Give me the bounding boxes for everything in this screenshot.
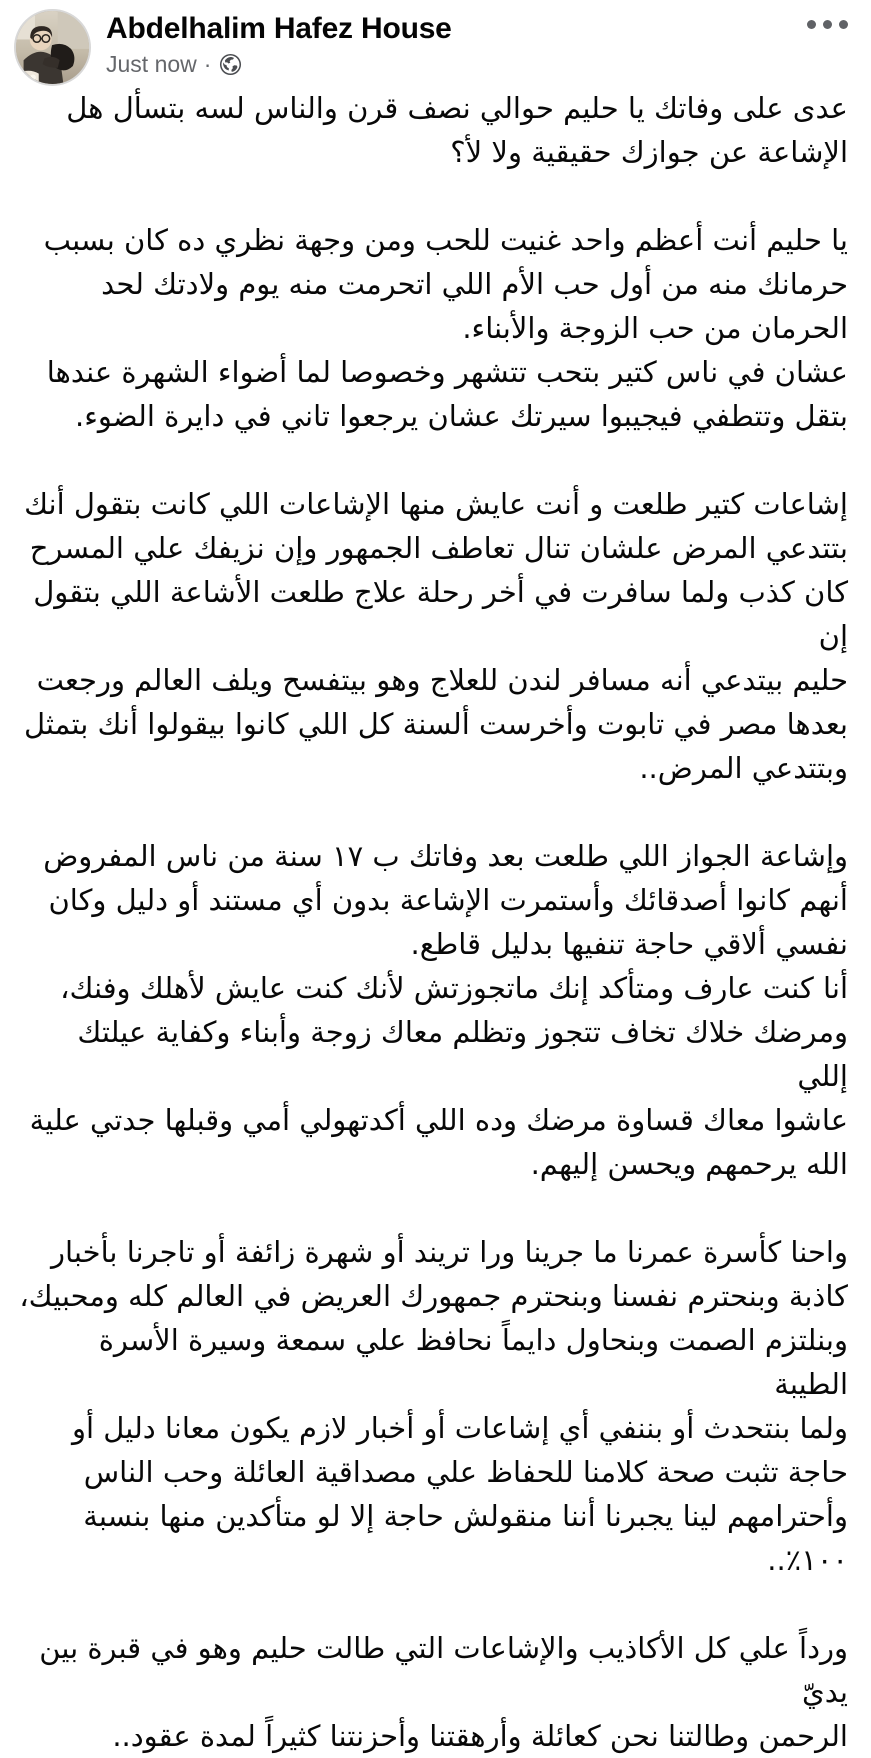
ellipsis-icon[interactable] xyxy=(801,14,854,35)
post-meta xyxy=(106,51,452,78)
post-line: عدى على وفاتك يا حليم حوالي نصف قرن والناس لسه بتسأل هل xyxy=(66,91,848,125)
ellipsis-dot xyxy=(807,20,816,29)
post-line: حاجة تثبت صحة كلامنا للحفاظ علي مصداقية العائلة وحب الناس xyxy=(83,1455,848,1489)
avatar-image xyxy=(16,11,89,84)
post-line: أنا كنت عارف ومتأكد إنك ماتجوزتش لأنك كنت عايش لأهلك وفنك، xyxy=(60,971,848,1005)
post-line: وبنلتزم الصمت وبنحاول دايماً نحافظ علي سمعة وسيرة الأسرة الطيبة xyxy=(98,1323,848,1401)
post-paragraph xyxy=(18,218,848,438)
post-line: ١٠٠٪.. xyxy=(767,1543,848,1577)
post-line: وإشاعة الجواز اللي طلعت بعد وفاتك ب ١٧ سنة من ناس المفروض xyxy=(43,839,848,873)
header-text xyxy=(106,9,452,78)
post-header xyxy=(0,0,871,86)
avatar[interactable] xyxy=(14,9,91,86)
post-line: نفسي ألاقي حاجة تنفيها بدليل قاطع. xyxy=(410,927,848,961)
post-line: بتتدعي المرض علشان تنال تعاطف الجمهور وإن نزيفك علي المسرح xyxy=(29,531,848,565)
post-paragraph xyxy=(18,1230,848,1582)
post-line: ولما بنتحدث أو بننفي أي إشاعات أو أخبار لازم يكون معانا دليل أو xyxy=(71,1411,848,1445)
post-paragraph xyxy=(18,834,848,1186)
post-line: الحرمان من حب الزوجة والأبناء. xyxy=(462,311,848,345)
post-line: حرمانك منه من أول حب الأم اللي اتحرمت منه يوم ولادتك لحد xyxy=(101,267,848,301)
post-paragraph xyxy=(18,1626,848,1758)
post-line: إشاعات كتير طلعت و أنت عايش منها الإشاعات اللي كانت بتقول أنك xyxy=(24,487,848,521)
post-line: واحنا كأسرة عمرنا ما جرينا ورا تريند أو شهرة زائفة أو تاجرنا بأخبار xyxy=(51,1235,848,1269)
post-line: حليم بيتدعي أنه مسافر لندن للعلاج وهو بيتفسح ويلف العالم ورجعت xyxy=(36,663,848,697)
post-line: كان كذب ولما سافرت في أخر رحلة علاج طلعت الأشاعة اللي بتقول إن xyxy=(33,575,848,653)
post-line: وبتتدعي المرض.. xyxy=(639,751,848,785)
post-line: الله يرحمهم ويحسن إليهم. xyxy=(530,1147,848,1181)
post-line: بتقل وتتطفي فيجيبوا سيرتك عشان يرجعوا تاني في دايرة الضوء. xyxy=(75,399,848,433)
post-line: بعدها مصر في تابوت وأخرست ألسنة كل اللي كانوا بيقولوا أنك بتمثل xyxy=(23,707,848,741)
ellipsis-dot xyxy=(823,20,832,29)
post-line: أنهم كانوا أصدقائك وأستمرت الإشاعة بدون أي مستند أو دليل وكان xyxy=(48,883,848,917)
post-paragraph xyxy=(18,482,848,790)
post-body xyxy=(0,86,871,1758)
page-title[interactable]: Abdelhalim Hafez House xyxy=(106,12,452,45)
post-line: ورداً علي كل الأكاذيب والإشاعات التي طالت حليم وهو في قبرة بين يديّ xyxy=(39,1631,848,1709)
post-line: كاذبة وبنحترم نفسنا وبنحترم جمهورك العريض في العالم كله ومحبيك، xyxy=(19,1279,848,1313)
post-line: الرحمن وطالتنا نحن كعائلة وأرهقتنا وأحزنتنا كثيراً لمدة عقود.. xyxy=(112,1719,848,1753)
post-line: عاشوا معاك قساوة مرضك وده اللي أكدتهولي أمي وقبلها جدتي علية xyxy=(29,1103,848,1137)
ellipsis-dot xyxy=(839,20,848,29)
post-line: عشان في ناس كتير بتحب تتشهر وخصوصا لما أضواء الشهرة عندها xyxy=(46,355,848,389)
post-paragraph xyxy=(18,86,848,174)
post-line: يا حليم أنت أعظم واحد غنيت للحب ومن وجهة نظري ده كان بسبب xyxy=(43,223,848,257)
post-line: ومرضك خلاك تخاف تتجوز وتظلم معاك زوجة وأبناء وكفاية عيلتك إللي xyxy=(77,1015,848,1093)
post-line: وأحترامهم لينا يجبرنا أننا منقولش حاجة إلا لو متأكدين منها بنسبة xyxy=(83,1499,848,1533)
meta-separator: · xyxy=(203,51,212,77)
globe-icon[interactable] xyxy=(218,53,242,77)
post-line: الإشاعة عن جوازك حقيقية ولا لأ؟ xyxy=(450,135,848,169)
post-timestamp[interactable]: Just now xyxy=(106,51,197,77)
